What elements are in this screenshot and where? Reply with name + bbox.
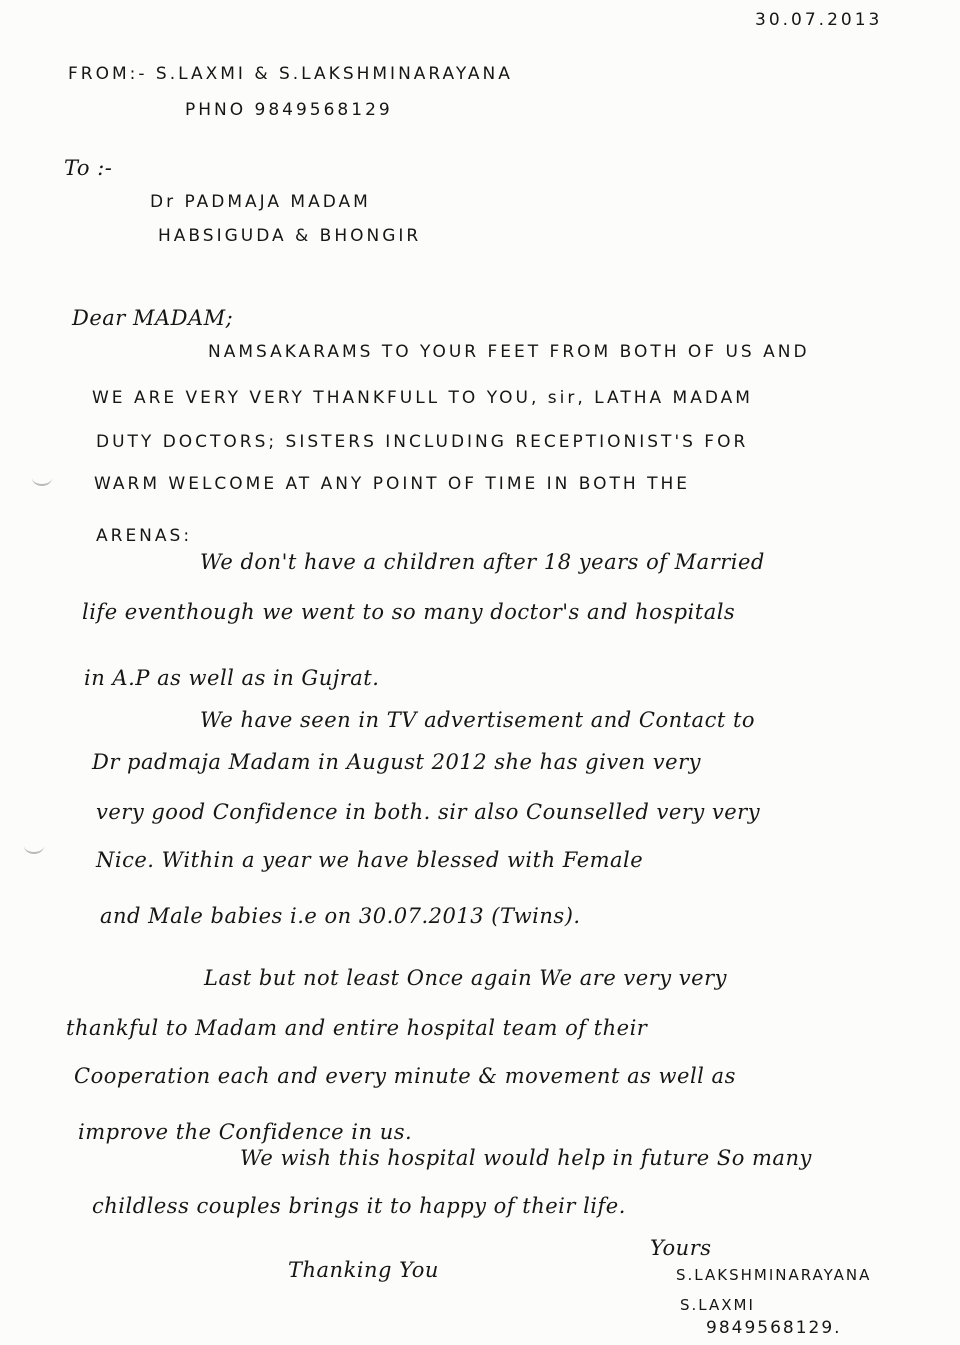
paragraph-2-line: life eventhough we went to so many doctor's and hospitals xyxy=(82,600,736,624)
paragraph-2-line: We don't have a children after 18 years of Married xyxy=(200,550,765,574)
recipient-address: HABSIGUDA & BHONGIR xyxy=(158,226,422,246)
paragraph-1-line: WE ARE VERY VERY THANKFULL TO YOU, sir, LATHA MADAM xyxy=(92,388,753,408)
paragraph-5-line: We wish this hospital would help in future So many xyxy=(240,1146,812,1170)
paragraph-1-line: NAMSAKARAMS TO YOUR FEET FROM BOTH OF US AND xyxy=(208,342,810,362)
punch-hole-mark xyxy=(24,838,44,854)
letter-date: 30.07.2013 xyxy=(755,10,883,30)
closing-thanking-you: Thanking You xyxy=(288,1258,439,1282)
paragraph-3-line: We have seen in TV advertisement and Contact to xyxy=(200,708,756,732)
paragraph-4-line: Cooperation each and every minute & movement as well as xyxy=(74,1064,736,1088)
paragraph-1-line: WARM WELCOME AT ANY POINT OF TIME IN BOTH THE xyxy=(94,474,690,494)
paragraph-5-line: childless couples brings it to happy of their life. xyxy=(92,1194,626,1218)
paragraph-1-line: DUTY DOCTORS; SISTERS INCLUDING RECEPTIONIST'S FOR xyxy=(96,432,749,452)
signature-name-1: S.LAKSHMINARAYANA xyxy=(676,1266,872,1284)
to-label: To :- xyxy=(64,156,113,180)
from-phone: PHNO 9849568129 xyxy=(185,100,393,120)
paragraph-3-line: Nice. Within a year we have blessed with Female xyxy=(96,848,644,872)
from-line: FROM:- S.LAXMI & S.LAKSHMINARAYANA xyxy=(68,64,513,84)
paragraph-1-line: ARENAS: xyxy=(96,526,193,546)
paragraph-3-line: very good Confidence in both. sir also Counselled very very xyxy=(96,800,761,824)
paragraph-3-line: and Male babies i.e on 30.07.2013 (Twins). xyxy=(100,904,581,928)
signature-name-2: S.LAXMI xyxy=(680,1296,755,1314)
paragraph-4-line: thankful to Madam and entire hospital team of their xyxy=(66,1016,648,1040)
recipient-name: Dr PADMAJA MADAM xyxy=(150,192,371,212)
paragraph-4-line: Last but not least Once again We are very very xyxy=(204,966,727,990)
paragraph-3-line: Dr padmaja Madam in August 2012 she has given very xyxy=(92,750,702,774)
closing-yours: Yours xyxy=(650,1236,712,1260)
salutation: Dear MADAM; xyxy=(72,306,234,330)
paragraph-4-line: improve the Confidence in us. xyxy=(78,1120,413,1144)
paragraph-2-line: in A.P as well as in Gujrat. xyxy=(84,666,380,690)
signature-phone: 9849568129. xyxy=(706,1318,842,1338)
punch-hole-mark xyxy=(32,470,52,486)
